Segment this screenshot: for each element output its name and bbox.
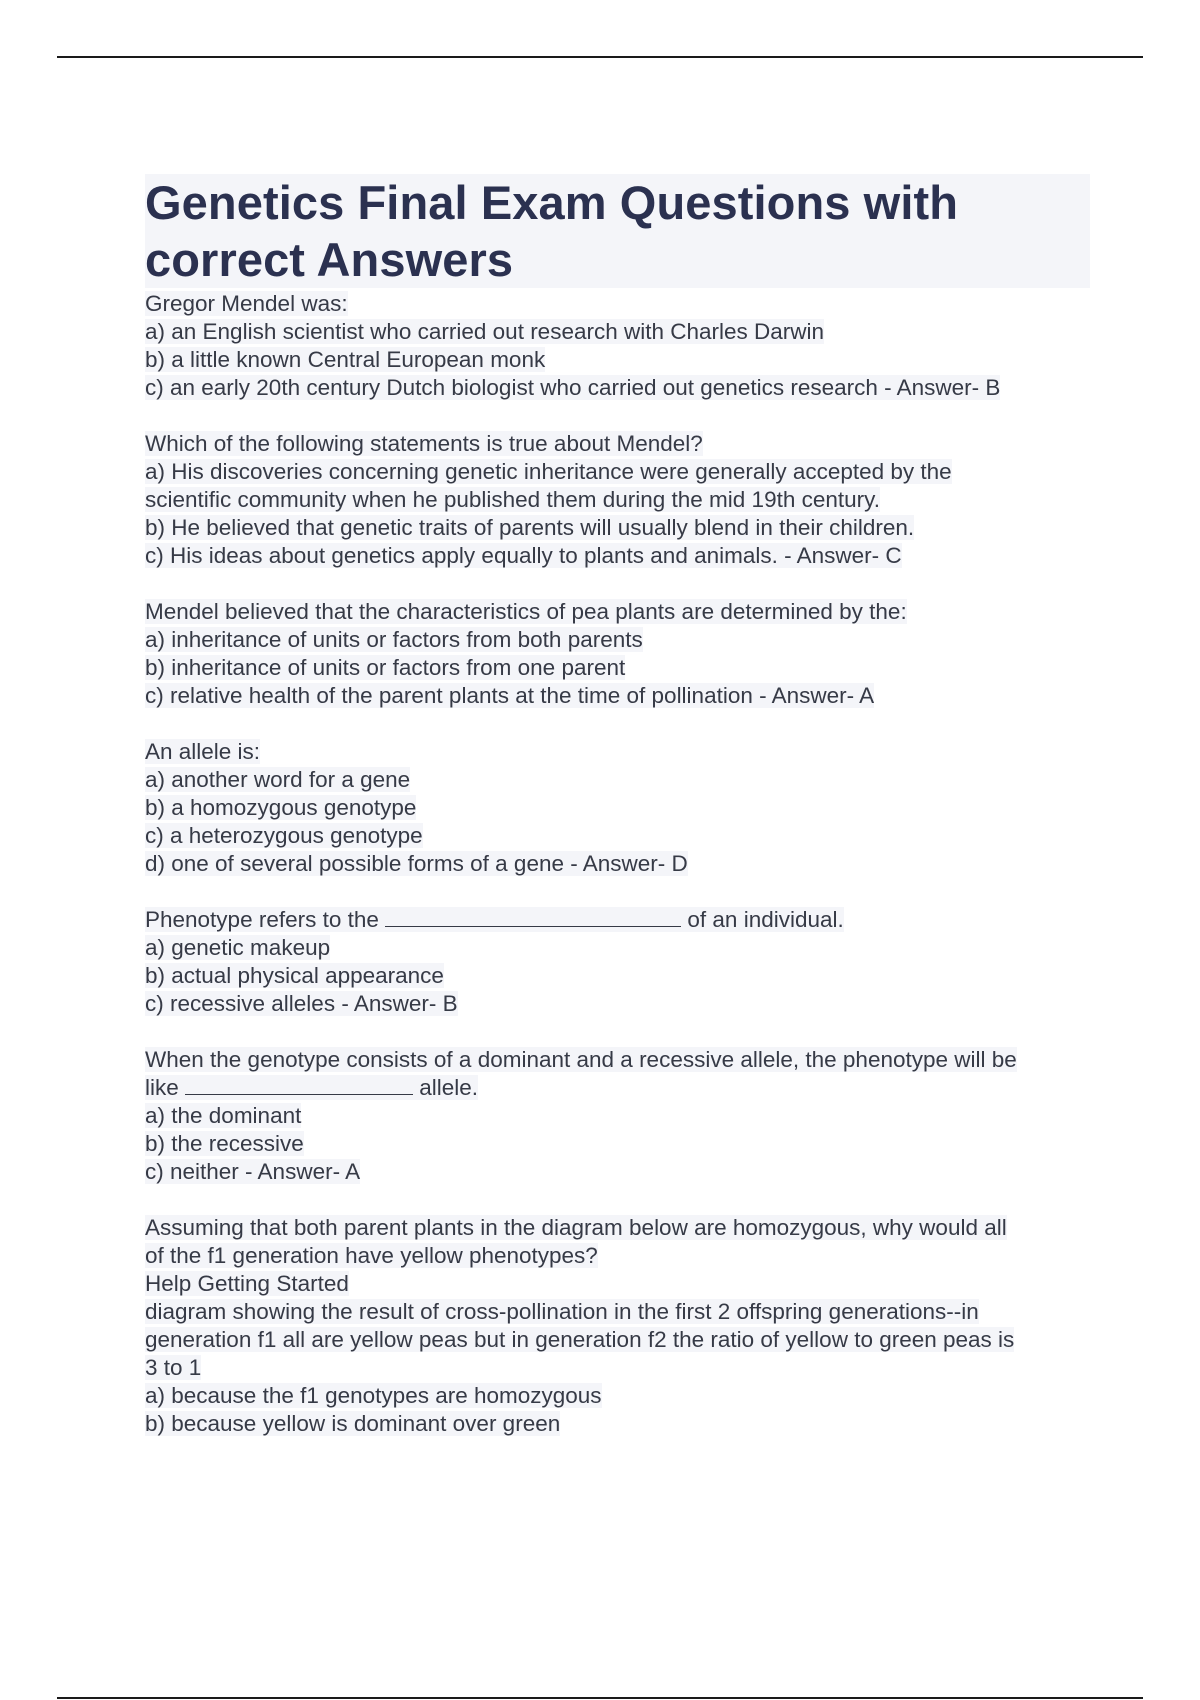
answer-option: a) the dominant [145,1103,302,1128]
title-block [145,174,1090,288]
question-stem-continued: like allele. [145,1075,479,1100]
answer-option-continued: scientific community when he published them during the mid 19th century. [145,487,880,512]
bottom-rule [57,1697,1143,1699]
question-1 [145,290,1090,402]
help-heading: Help Getting Started [145,1271,349,1296]
diagram-description: 3 to 1 [145,1355,202,1380]
answer-option: b) actual physical appearance [145,963,444,988]
question-stem: Mendel believed that the characteristics of pea plants are determined by the: [145,599,907,624]
question-5 [145,906,1090,1018]
answer-option: a) an English scientist who carried out research with Charles Darwin [145,319,825,344]
question-6 [145,1046,1090,1186]
diagram-description: generation f1 all are yellow peas but in generation f2 the ratio of yellow to green peas is [145,1327,1015,1352]
answer-option: b) inheritance of units or factors from one parent [145,655,626,680]
answer-option: b) because yellow is dominant over green [145,1411,561,1436]
question-stem: An allele is: [145,739,261,764]
answer-option: b) the recessive [145,1131,304,1156]
answer-option: a) because the f1 genotypes are homozygous [145,1383,602,1408]
answer-option: c) a heterozygous genotype [145,823,423,848]
answer-option: b) a little known Central European monk [145,347,546,372]
answer-option: c) recessive alleles - Answer- B [145,991,458,1016]
question-stem-continued: of the f1 generation have yellow phenotypes? [145,1243,598,1268]
document-title [145,174,1084,288]
answer-option: c) an early 20th century Dutch biologist who carried out genetics research - Answer- B [145,375,1001,400]
answer-option: d) one of several possible forms of a gene - Answer- D [145,851,688,876]
answer-option: a) inheritance of units or factors from both parents [145,627,643,652]
fill-in-blank [385,926,681,927]
fill-in-blank [185,1094,413,1095]
answer-option: a) another word for a gene [145,767,411,792]
answer-option: c) relative health of the parent plants at the time of pollination - Answer- A [145,683,875,708]
question-stem: When the genotype consists of a dominant and a recessive allele, the phenotype will be [145,1047,1017,1072]
question-stem: Assuming that both parent plants in the diagram below are homozygous, why would all [145,1215,1007,1240]
question-3 [145,598,1090,710]
title-line-2: correct Answers [145,233,514,286]
question-stem: Gregor Mendel was: [145,291,348,316]
question-stem: Which of the following statements is true about Mendel? [145,431,703,456]
question-stem: Phenotype refers to the of an individual. [145,907,844,932]
answer-option: c) neither - Answer- A [145,1159,361,1184]
title-line-1: Genetics Final Exam Questions with [145,176,959,229]
question-2 [145,430,1090,570]
answer-option: c) His ideas about genetics apply equally to plants and animals. - Answer- C [145,543,902,568]
answer-option: b) He believed that genetic traits of parents will usually blend in their children. [145,515,915,540]
answer-option: a) His discoveries concerning genetic inheritance were generally accepted by the [145,459,952,484]
top-rule [57,56,1143,58]
diagram-description: diagram showing the result of cross-pollination in the first 2 offspring generations--in [145,1299,979,1324]
question-7 [145,1214,1090,1438]
answer-option: a) genetic makeup [145,935,331,960]
page-content [145,174,1090,1466]
question-4 [145,738,1090,878]
answer-option: b) a homozygous genotype [145,795,417,820]
